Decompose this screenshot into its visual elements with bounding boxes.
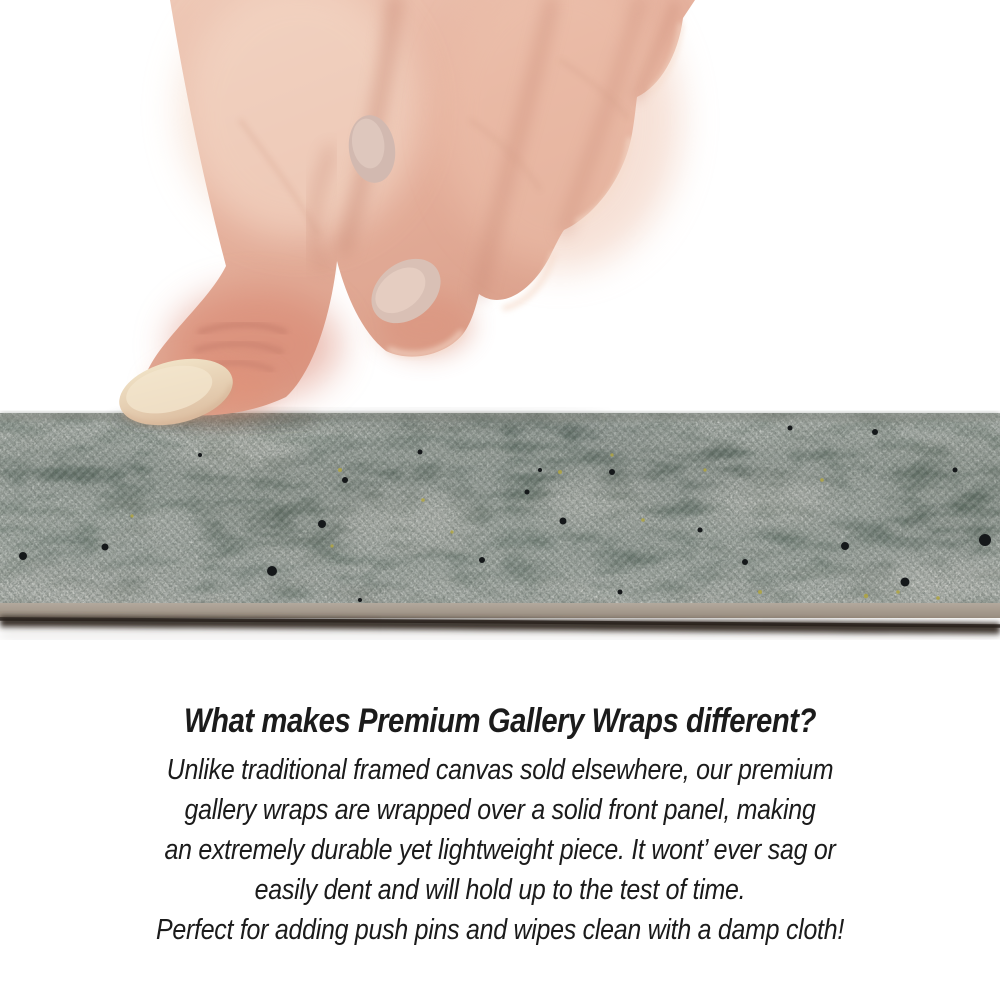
caption-line: an extremely durable yet lightweight piece. It wont’ ever sag or bbox=[164, 834, 836, 866]
caption-line: gallery wraps are wrapped over a solid front panel, making bbox=[184, 794, 816, 826]
caption-line: easily dent and will hold up to the test of time. bbox=[254, 874, 746, 906]
caption-line: Unlike traditional framed canvas sold elsewhere, our premium bbox=[166, 754, 834, 786]
hand-photo bbox=[112, 0, 695, 436]
canvas-edge-strip bbox=[0, 413, 1000, 637]
caption bbox=[70, 699, 930, 950]
caption-heading: What makes Premium Gallery Wraps different? bbox=[183, 702, 817, 740]
caption-line: Perfect for adding push pins and wipes clean with a damp cloth! bbox=[155, 914, 845, 946]
